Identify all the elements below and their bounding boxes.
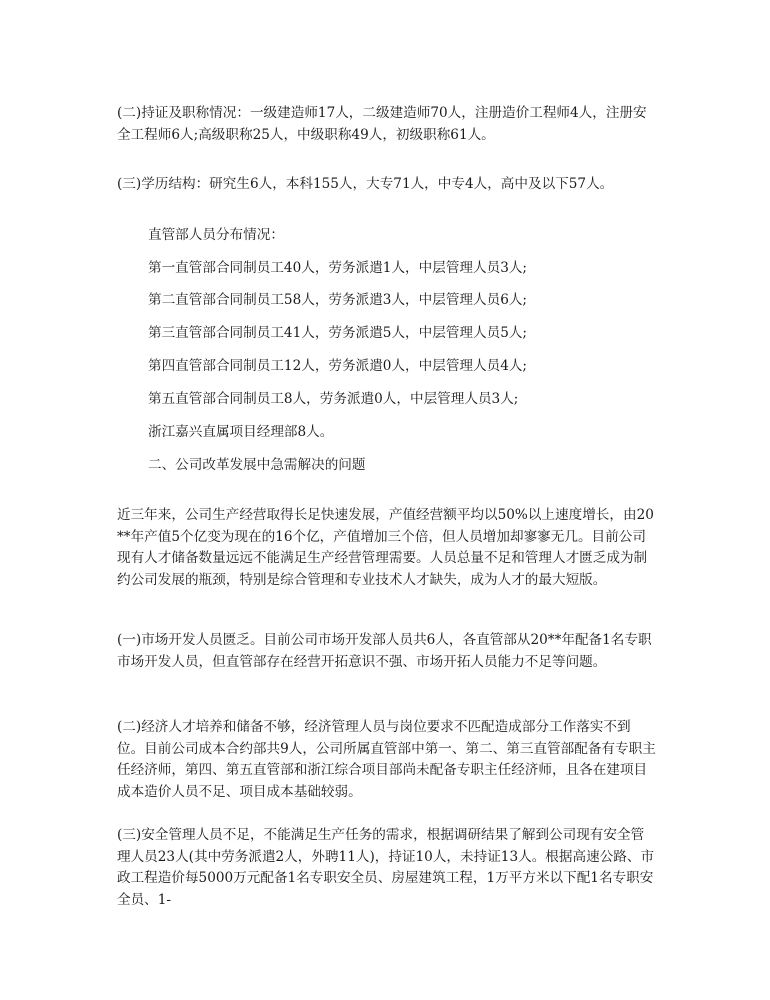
distribution-line-6: 浙江嘉兴直属项目经理部8人。 — [148, 424, 334, 440]
distribution-line-2: 第二直管部合同制员工58人，劳务派遣3人，中层管理人员6人; — [148, 292, 528, 308]
distribution-line-5: 第五直管部合同制员工8人，劳务派遣0人，中层管理人员3人; — [148, 391, 519, 407]
paragraph-education: (三)学历结构：研究生6人，本科155人，大专71人，中专4人，高中及以下57人。 — [117, 176, 614, 192]
distribution-title: 直管部人员分布情况： — [148, 227, 284, 243]
paragraph-overview: 近三年来，公司生产经营取得长足快速发展，产值经营额平均以50%以上速度增长，由20**年产值5个亿变为现在的16个亿，产值增加三个倍，但人员增加却寥寥无几。目前公司现有人才储备数量远远不能满足生产经营管理需要。人员总量不足和管理人才匮乏成为制约公司发展的瓶颈，特别是综合管理和专业技术人才缺失，成为人才的最大短版。 — [117, 507, 654, 588]
distribution-line-1: 第一直管部合同制员工40人，劳务派遣1人，中层管理人员3人; — [148, 260, 528, 276]
distribution-line-4: 第四直管部合同制员工12人，劳务派遣0人，中层管理人员4人; — [148, 358, 528, 374]
distribution-line-3: 第三直管部合同制员工41人，劳务派遣5人，中层管理人员5人; — [148, 325, 528, 341]
paragraph-economic: (二)经济人才培养和储备不够，经济管理人员与岗位要求不匹配造成部分工作落实不到位。目前公司成本合约部共9人，公司所属直管部中第一、第二、第三直管部配备有专职主任经济师，第四、第五直管部和浙江综合项目部尚未配备专职主任经济师，且各在建项目成本造价人员不足、项目成本基础较弱。 — [117, 719, 656, 800]
paragraph-safety: (三)安全管理人员不足，不能满足生产任务的需求，根据调研结果了解到公司现有安全管理人员23人(其中劳务派遣2人，外聘11人)，持证10人，未持证13人。根据高速公路、市政工程造价每5000万元配备1名专职安全员、房屋建筑工程，1万平方米以下配1名专职安全员、1- — [117, 827, 655, 908]
paragraph-certification: (二)持证及职称情况：一级建造师17人，二级建造师70人，注册造价工程师4人，注册安全工程师6人;高级职称25人，中级职称49人，初级职称61人。 — [117, 105, 647, 143]
section-heading: 二、公司改革发展中急需解决的问题 — [148, 457, 366, 473]
paragraph-market: (一)市场开发人员匮乏。目前公司市场开发部人员共6人，各直管部从20**年配备1名专职市场开发人员，但直管部存在经营开拓意识不强、市场开拓人员能力不足等问题。 — [117, 632, 652, 670]
